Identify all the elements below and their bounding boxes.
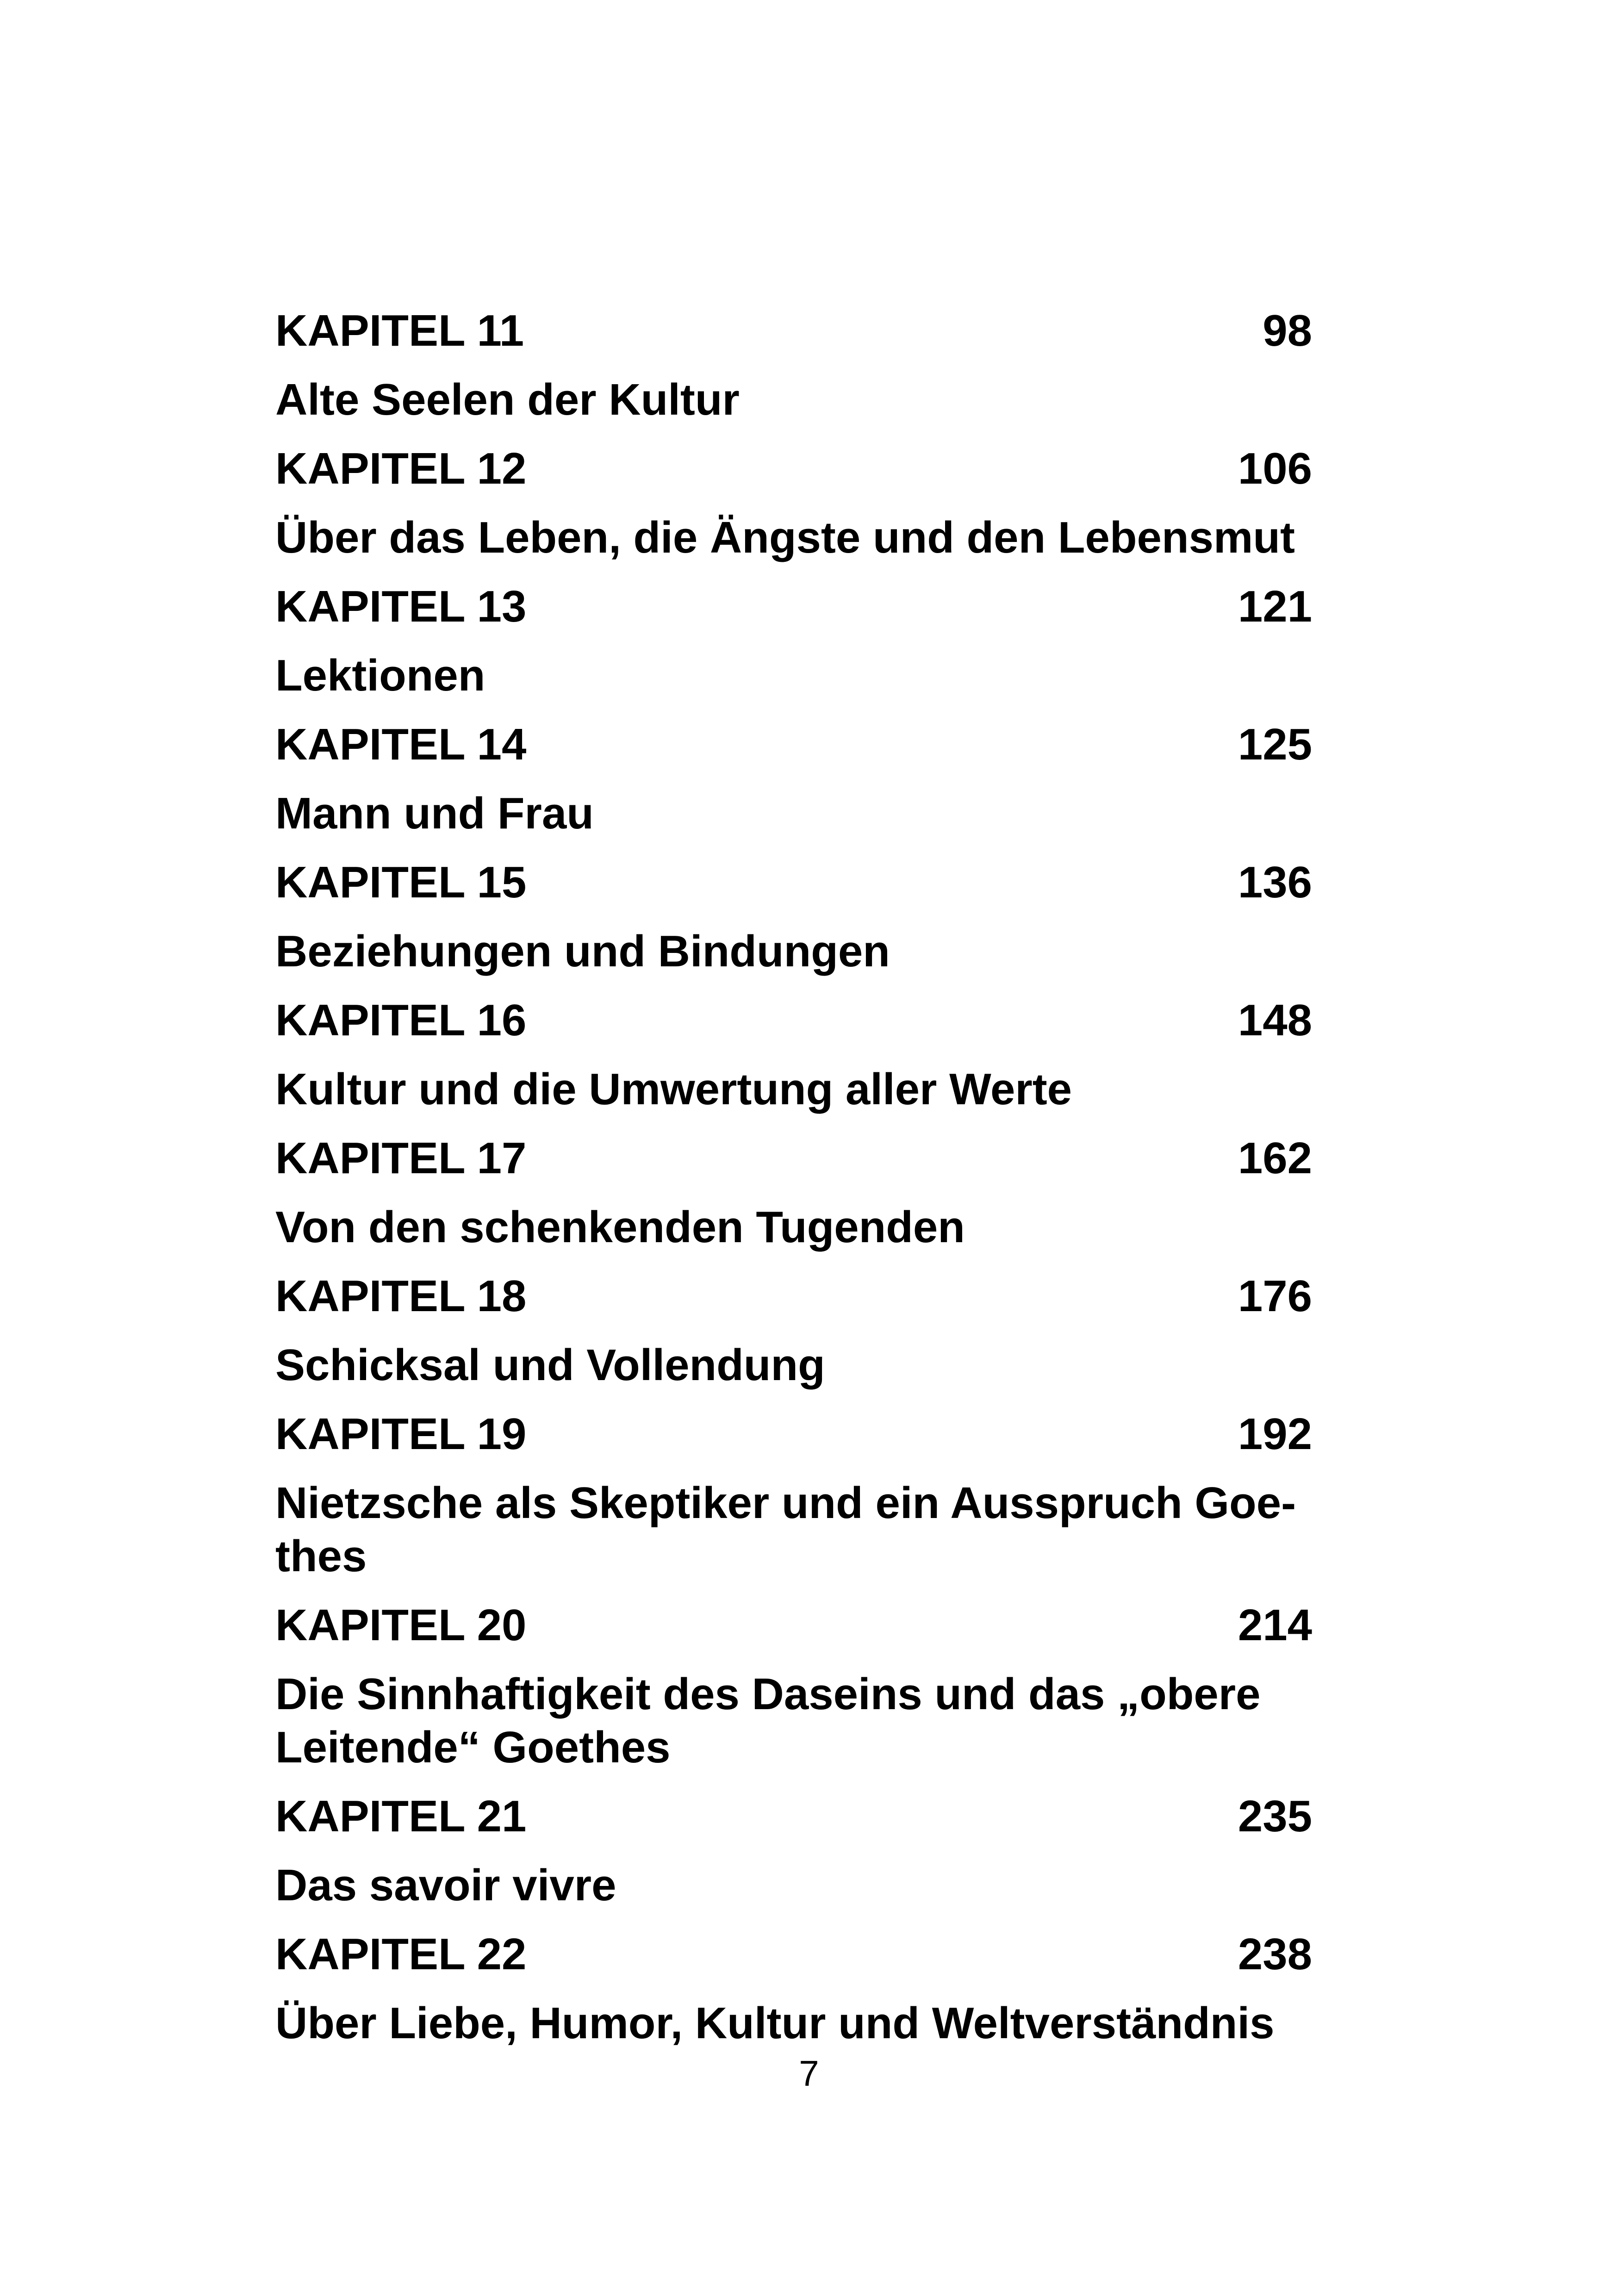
- chapter-page-number: 106: [1238, 444, 1312, 493]
- chapter-page-number: 192: [1238, 1409, 1312, 1459]
- toc-entry-11: [275, 296, 1340, 434]
- chapter-label: KAPITEL 19: [275, 1409, 527, 1459]
- chapter-heading-row: [275, 1782, 1340, 1851]
- chapter-label: KAPITEL 21: [275, 1792, 527, 1841]
- chapter-page-number: 214: [1238, 1600, 1312, 1650]
- chapter-heading-row: [275, 848, 1340, 917]
- toc-entry-12: [275, 434, 1340, 572]
- chapter-label: KAPITEL 22: [275, 1929, 527, 1979]
- table-of-contents: [275, 296, 1340, 2058]
- chapter-heading-row: [275, 1262, 1340, 1331]
- chapter-heading-row: [275, 1920, 1340, 1989]
- chapter-page-number: 125: [1238, 720, 1312, 769]
- page-number: 7: [799, 2053, 819, 2094]
- chapter-heading-row: [275, 1400, 1340, 1468]
- chapter-heading-row: [275, 710, 1340, 779]
- chapter-title: Mann und Frau: [275, 789, 594, 838]
- chapter-page-number: 98: [1263, 306, 1312, 355]
- toc-entry-14: [275, 710, 1340, 848]
- toc-entry-20: [275, 1591, 1340, 1782]
- chapter-title: Über Liebe, Humor, Kultur und Weltverständnis: [275, 1998, 1275, 2048]
- chapter-heading-row: [275, 986, 1340, 1055]
- chapter-title: Beziehungen und Bindungen: [275, 927, 890, 976]
- chapter-page-number: 148: [1238, 996, 1312, 1045]
- chapter-title: Kultur und die Umwertung aller Werte: [275, 1064, 1072, 1114]
- chapter-heading-row: [275, 1124, 1340, 1193]
- chapter-title: Lektionen: [275, 651, 485, 700]
- chapter-label: KAPITEL 14: [275, 720, 527, 769]
- chapter-label: KAPITEL 17: [275, 1133, 527, 1183]
- chapter-label: KAPITEL 16: [275, 996, 527, 1045]
- chapter-page-number: 235: [1238, 1792, 1312, 1841]
- toc-entry-22: [275, 1920, 1340, 2058]
- chapter-page-number: 136: [1238, 858, 1312, 907]
- toc-entry-18: [275, 1262, 1340, 1400]
- chapter-label: KAPITEL 20: [275, 1600, 527, 1650]
- toc-entry-13: [275, 572, 1340, 710]
- chapter-page-number: 176: [1238, 1271, 1312, 1321]
- chapter-title: Das savoir vivre: [275, 1860, 616, 1910]
- chapter-heading-row: [275, 434, 1340, 503]
- chapter-label: KAPITEL 11: [275, 306, 524, 355]
- toc-entry-16: [275, 986, 1340, 1124]
- chapter-page-number: 238: [1238, 1929, 1312, 1979]
- chapter-label: KAPITEL 18: [275, 1271, 527, 1321]
- chapter-label: KAPITEL 15: [275, 858, 527, 907]
- chapter-label: KAPITEL 13: [275, 582, 527, 631]
- toc-entry-17: [275, 1124, 1340, 1262]
- chapter-label: KAPITEL 12: [275, 444, 527, 493]
- chapter-title: Über das Leben, die Ängste und den Lebensmut: [275, 513, 1295, 562]
- chapter-heading-row: [275, 296, 1340, 365]
- toc-entry-21: [275, 1782, 1340, 1920]
- chapter-title: Die Sinnhaftigkeit des Daseins und das „obere Leitende“ Goethes: [275, 1669, 1261, 1772]
- chapter-page-number: 121: [1238, 582, 1312, 631]
- chapter-heading-row: [275, 1591, 1340, 1660]
- chapter-title: Von den schenkenden Tugenden: [275, 1202, 965, 1252]
- chapter-heading-row: [275, 572, 1340, 641]
- toc-entry-19: [275, 1400, 1340, 1591]
- toc-entry-15: [275, 848, 1340, 986]
- chapter-title: Alte Seelen der Kultur: [275, 375, 740, 424]
- chapter-title: Nietzsche als Skeptiker und ein Ausspruch Goe-thes: [275, 1478, 1296, 1581]
- chapter-title: Schicksal und Vollendung: [275, 1340, 825, 1390]
- chapter-page-number: 162: [1238, 1133, 1312, 1183]
